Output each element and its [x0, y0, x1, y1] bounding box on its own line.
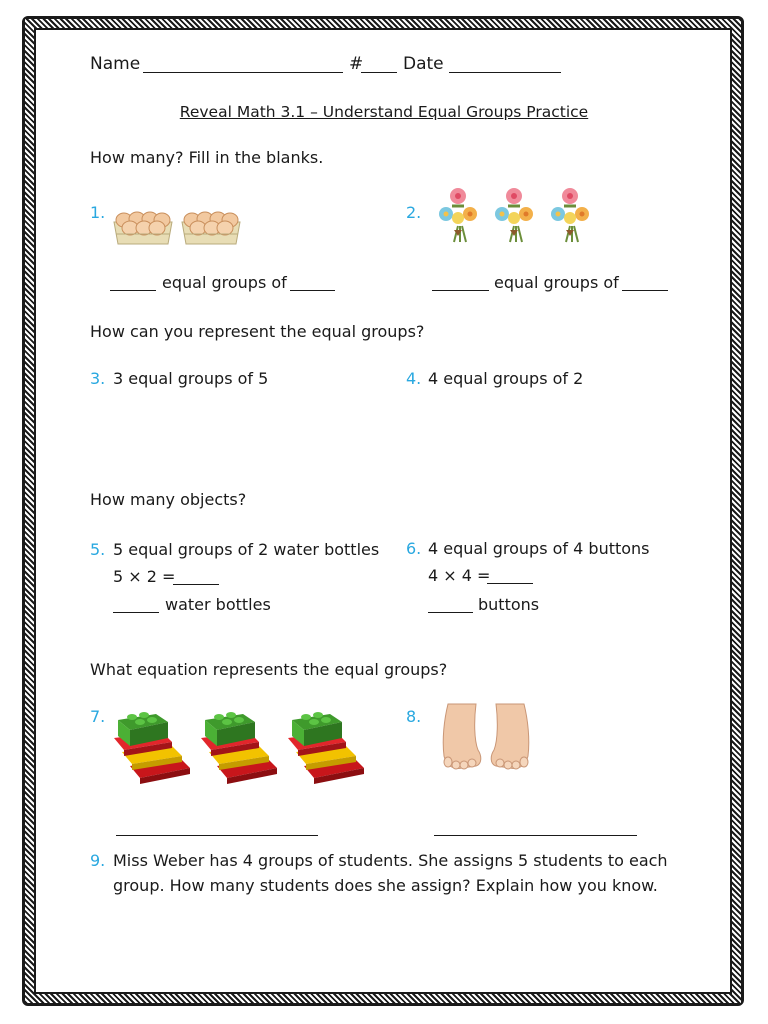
problem-8-answer-blank[interactable]: [434, 835, 637, 836]
problem-2-blank-groups[interactable]: [432, 290, 489, 291]
number-label: #: [349, 54, 364, 74]
problem-5-text: 5 equal groups of 2 water bottles: [113, 540, 380, 559]
problem-1-blank-groups[interactable]: [110, 290, 156, 291]
problem-7-number: 7.: [90, 707, 106, 726]
problem-5-equation: 5 × 2 =: [113, 567, 176, 586]
problem-4-number: 4.: [406, 369, 422, 388]
problem-2-number: 2.: [406, 203, 422, 222]
page-border-inner: [34, 28, 732, 994]
problem-9-text-line1: Miss Weber has 4 groups of students. She assigns 5 students to each: [113, 851, 668, 870]
problem-5-answer-blank[interactable]: [113, 612, 159, 613]
problem-1-blank-each[interactable]: [290, 290, 335, 291]
lego-brick-stack-icon: [110, 708, 370, 786]
problem-6-answer-label: buttons: [478, 595, 540, 614]
problem-5-equation-blank[interactable]: [173, 584, 219, 585]
problem-4-text: 4 equal groups of 2: [428, 369, 584, 388]
section-objects: How many objects?: [90, 490, 247, 509]
problem-6-answer-blank[interactable]: [428, 612, 473, 613]
date-label: Date: [403, 54, 444, 74]
section-represent: How can you represent the equal groups?: [90, 322, 425, 341]
page-title: Reveal Math 3.1 – Understand Equal Groups Practice: [179, 103, 589, 121]
problem-2-blank-each[interactable]: [622, 290, 668, 291]
date-blank[interactable]: [449, 72, 561, 73]
name-label: Name: [90, 54, 141, 74]
section-fill-blanks: How many? Fill in the blanks.: [90, 148, 324, 167]
problem-5-answer-label: water bottles: [165, 595, 271, 614]
section-equation: What equation represents the equal groups?: [90, 660, 448, 679]
problem-6-number: 6.: [406, 539, 422, 558]
problem-9-text-line2: group. How many students does she assign? Explain how you know.: [113, 876, 658, 895]
problem-6-text: 4 equal groups of 4 buttons: [428, 539, 650, 558]
problem-2-text: equal groups of: [494, 273, 619, 292]
problem-6-equation-blank[interactable]: [487, 583, 533, 584]
egg-carton-icon: [110, 200, 250, 250]
bare-feet-icon: [440, 700, 532, 772]
problem-9-number: 9.: [90, 851, 106, 870]
problem-8-number: 8.: [406, 707, 422, 726]
problem-3-text: 3 equal groups of 5: [113, 369, 269, 388]
problem-1-number: 1.: [90, 203, 106, 222]
problem-3-number: 3.: [90, 369, 106, 388]
problem-6-equation: 4 × 4 =: [428, 566, 491, 585]
number-blank[interactable]: [361, 72, 397, 73]
flower-bouquet-icon: [436, 182, 606, 248]
problem-5-number: 5.: [90, 540, 106, 559]
problem-1-text: equal groups of: [162, 273, 287, 292]
problem-7-answer-blank[interactable]: [116, 835, 318, 836]
name-blank[interactable]: [143, 72, 343, 73]
